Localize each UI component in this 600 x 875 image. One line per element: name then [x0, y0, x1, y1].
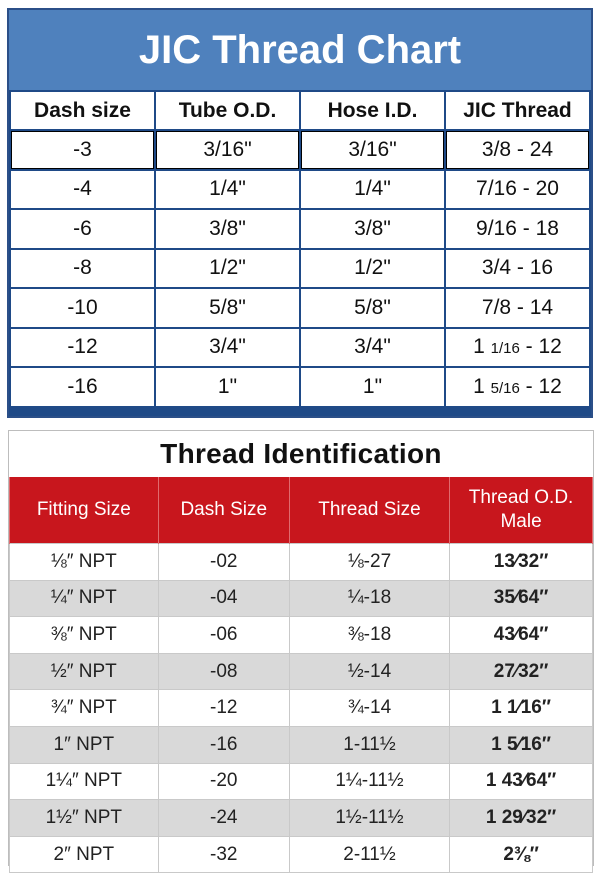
jic-tube-od-cell: 3/16" — [156, 131, 299, 169]
tid-header-thread-od-male: Thread O.D. Male — [450, 477, 593, 544]
tid-dash-size-cell: -24 — [158, 800, 289, 837]
tid-fitting-size-cell: ½″ NPT — [10, 653, 159, 690]
jic-header-jic-thread: JIC Thread — [446, 92, 589, 129]
jic-hose-id-cell: 1/2" — [301, 250, 444, 288]
jic-tube-od-cell: 5/8" — [156, 289, 299, 327]
tid-header-dash-size: Dash Size — [158, 477, 289, 544]
jic-header-hose-id: Hose I.D. — [301, 92, 444, 129]
jic-thread-cell: 7/16 - 20 — [446, 171, 589, 209]
jic-table-row — [11, 329, 589, 367]
jic-dash-size-cell: -6 — [11, 210, 154, 248]
tid-dash-size-cell: -04 — [158, 580, 289, 617]
jic-tube-od-cell: 1/4" — [156, 171, 299, 209]
tid-thread-od-cell: 1 29⁄32″ — [450, 800, 593, 837]
tid-header-fitting-size: Fitting Size — [10, 477, 159, 544]
jic-thread-cell: 3/4 - 16 — [446, 250, 589, 288]
tid-dash-size-cell: -32 — [158, 836, 289, 873]
jic-chart-title: JIC Thread Chart — [9, 10, 591, 92]
jic-thread-cell: 1 5/16 - 12 — [446, 368, 589, 406]
jic-tube-od-cell: 1" — [156, 368, 299, 406]
tid-thread-od-cell: 2⅜″ — [450, 836, 593, 873]
jic-dash-size-cell: -4 — [11, 171, 154, 209]
thread-identification-table — [9, 477, 593, 873]
tid-thread-size-cell: ¾-14 — [289, 690, 449, 727]
jic-table-row — [11, 368, 589, 406]
tid-thread-od-cell: 1 43⁄64″ — [450, 763, 593, 800]
tid-thread-od-cell: 35⁄64″ — [450, 580, 593, 617]
thread-fraction: 5/16 — [490, 379, 520, 397]
tid-dash-size-cell: -02 — [158, 544, 289, 581]
jic-dash-size-cell: -8 — [11, 250, 154, 288]
jic-tube-od-cell: 3/4" — [156, 329, 299, 367]
jic-tube-od-cell: 3/8" — [156, 210, 299, 248]
tid-dash-size-cell: -20 — [158, 763, 289, 800]
tid-fitting-size-cell: ¼″ NPT — [10, 580, 159, 617]
tid-table-row — [10, 836, 593, 873]
tid-fitting-size-cell: ⅛″ NPT — [10, 544, 159, 581]
jic-table-row — [11, 131, 589, 169]
jic-header-tube-od: Tube O.D. — [156, 92, 299, 129]
tid-thread-size-cell: 1¼-11½ — [289, 763, 449, 800]
jic-hose-id-cell: 3/16" — [301, 131, 444, 169]
tid-thread-size-cell: 1-11½ — [289, 726, 449, 763]
jic-dash-size-cell: -10 — [11, 289, 154, 327]
tid-fitting-size-cell: ⅜″ NPT — [10, 617, 159, 654]
tid-table-row — [10, 617, 593, 654]
thread-identification-chart — [8, 430, 594, 866]
tid-dash-size-cell: -08 — [158, 653, 289, 690]
thread-identification-title: Thread Identification — [160, 438, 442, 469]
tid-table-row — [10, 653, 593, 690]
jic-table-row — [11, 171, 589, 209]
tid-fitting-size-cell: 1″ NPT — [10, 726, 159, 763]
thread-fraction: 1/16 — [490, 340, 520, 358]
jic-table-row — [11, 210, 589, 248]
jic-tube-od-cell: 1/2" — [156, 250, 299, 288]
tid-fitting-size-cell: ¾″ NPT — [10, 690, 159, 727]
jic-table-row — [11, 289, 589, 327]
tid-thread-od-cell: 13⁄32″ — [450, 544, 593, 581]
tid-thread-od-cell: 27⁄32″ — [450, 653, 593, 690]
jic-thread-cell: 1 1/16 - 12 — [446, 329, 589, 367]
tid-table-row — [10, 580, 593, 617]
jic-thread-cell: 3/8 - 24 — [446, 131, 589, 169]
jic-table-row — [11, 250, 589, 288]
tid-header-row — [10, 477, 593, 544]
tid-thread-size-cell: 1½-11½ — [289, 800, 449, 837]
jic-thread-chart — [7, 8, 593, 418]
tid-fitting-size-cell: 2″ NPT — [10, 836, 159, 873]
jic-hose-id-cell: 3/8" — [301, 210, 444, 248]
jic-header-row — [11, 92, 589, 129]
jic-table — [9, 90, 591, 408]
jic-hose-id-cell: 1" — [301, 368, 444, 406]
jic-thread-cell: 9/16 - 18 — [446, 210, 589, 248]
tid-header-thread-size: Thread Size — [289, 477, 449, 544]
jic-dash-size-cell: -12 — [11, 329, 154, 367]
tid-fitting-size-cell: 1¼″ NPT — [10, 763, 159, 800]
jic-hose-id-cell: 1/4" — [301, 171, 444, 209]
tid-dash-size-cell: -16 — [158, 726, 289, 763]
tid-thread-size-cell: ¼-18 — [289, 580, 449, 617]
tid-thread-od-cell: 1 5⁄16″ — [450, 726, 593, 763]
jic-dash-size-cell: -16 — [11, 368, 154, 406]
tid-table-row — [10, 800, 593, 837]
tid-table-row — [10, 726, 593, 763]
jic-thread-cell: 7/8 - 14 — [446, 289, 589, 327]
tid-thread-size-cell: ½-14 — [289, 653, 449, 690]
tid-table-row — [10, 690, 593, 727]
tid-table-row — [10, 544, 593, 581]
jic-hose-id-cell: 3/4" — [301, 329, 444, 367]
tid-thread-size-cell: ⅜-18 — [289, 617, 449, 654]
tid-table-row — [10, 763, 593, 800]
tid-thread-size-cell: ⅛-27 — [289, 544, 449, 581]
jic-dash-size-cell: -3 — [11, 131, 154, 169]
tid-thread-od-cell: 1 1⁄16″ — [450, 690, 593, 727]
tid-dash-size-cell: -06 — [158, 617, 289, 654]
tid-thread-size-cell: 2-11½ — [289, 836, 449, 873]
jic-hose-id-cell: 5/8" — [301, 289, 444, 327]
tid-thread-od-cell: 43⁄64″ — [450, 617, 593, 654]
tid-dash-size-cell: -12 — [158, 690, 289, 727]
jic-header-dash-size: Dash size — [11, 92, 154, 129]
tid-fitting-size-cell: 1½″ NPT — [10, 800, 159, 837]
